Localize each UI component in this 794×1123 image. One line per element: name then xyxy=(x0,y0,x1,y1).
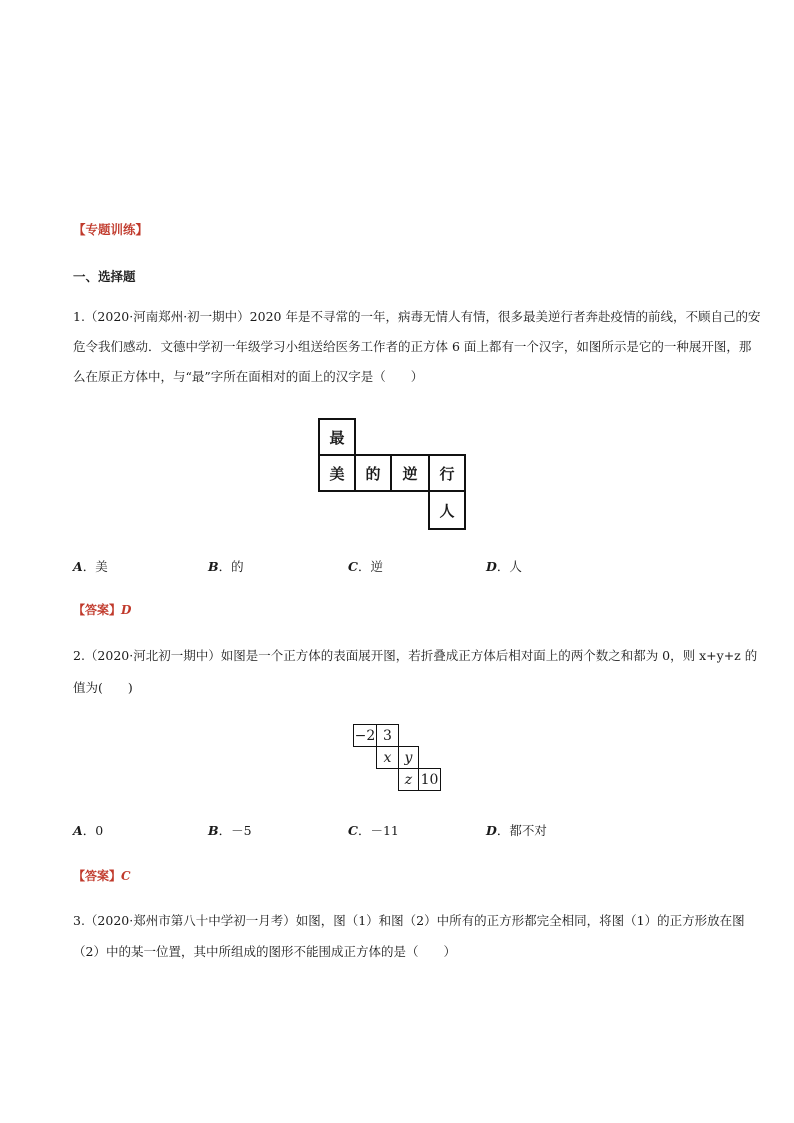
q1-option-c xyxy=(348,557,383,575)
answer-value: D xyxy=(121,603,132,617)
q1-text-line-1: 1.（2020·河南郑州·初一期中）2020 年是不寻常的一年，病毒无情人有情，很多最美逆行者奔赴疫情的前线，不顾自己的安 xyxy=(73,309,761,324)
q1-net-cell: 最 xyxy=(318,418,356,456)
option-text: ．0 xyxy=(82,823,104,838)
option-text: ．美 xyxy=(82,559,108,574)
option-text: ．－11 xyxy=(357,823,399,838)
q2-option-d xyxy=(486,821,547,839)
q1-answer xyxy=(73,601,131,618)
answer-value: C xyxy=(121,869,131,883)
q2-option-a xyxy=(73,821,103,839)
q2-option-b xyxy=(208,821,252,839)
q2-net-cell: x xyxy=(376,746,399,769)
q1-net-cell: 美 xyxy=(318,454,356,492)
option-text: ．都不对 xyxy=(496,823,547,838)
option-text: ．逆 xyxy=(357,559,383,574)
option-letter: C xyxy=(348,823,358,838)
q2-text-line-1: 2.（2020·河北初一期中）如图是一个正方体的表面展开图，若折叠成正方体后相对面上的两个数之和都为 0，则 x+y+z 的 xyxy=(73,648,758,663)
q1-text-line-2: 危令我们感动．文德中学初一年级学习小组送给医务工作者的正方体 6 面上都有一个汉字，如图所示是它的一种展开图，那 xyxy=(73,339,752,354)
q1-net-cell: 行 xyxy=(428,454,466,492)
section-title: 【专题训练】 xyxy=(73,222,149,237)
option-letter: C xyxy=(348,559,358,574)
option-letter: B xyxy=(208,823,219,838)
option-text: ．人 xyxy=(496,559,522,574)
q2-net-cell: 3 xyxy=(376,724,399,747)
answer-label: 【答案】 xyxy=(73,603,122,617)
q3-text-line-1: 3.（2020·郑州市第八十中学初一月考）如图，图（1）和图（2）中所有的正方形都完全相同，将图（1）的正方形放在图 xyxy=(73,913,745,928)
q1-option-b xyxy=(208,557,244,575)
section-subtitle: 一、选择题 xyxy=(73,269,136,284)
option-letter: B xyxy=(208,559,219,574)
q2-text-line-2: 值为( ) xyxy=(73,680,133,695)
option-text: ．－5 xyxy=(218,823,252,838)
q1-text-line-3: 么在原正方体中，与“最”字所在面相对的面上的汉字是（ ） xyxy=(73,369,424,384)
q2-net-cell: z xyxy=(398,768,419,791)
q1-option-d xyxy=(486,557,522,575)
q2-net-cell: −2 xyxy=(353,724,377,747)
option-letter: A xyxy=(73,559,83,574)
q2-option-c xyxy=(348,821,399,839)
q3-text-line-2: （2）中的某一位置，其中所组成的图形不能围成正方体的是（ ） xyxy=(73,944,456,959)
option-letter: D xyxy=(486,559,497,574)
option-text: ．的 xyxy=(218,559,244,574)
q2-answer xyxy=(73,867,131,884)
option-letter: D xyxy=(486,823,497,838)
q2-net-cell: 10 xyxy=(418,768,441,791)
q1-option-a xyxy=(73,557,108,575)
q1-net-cell: 的 xyxy=(354,454,392,492)
q1-net-cell: 人 xyxy=(428,490,466,530)
q1-net-cell: 逆 xyxy=(390,454,430,492)
answer-label: 【答案】 xyxy=(73,869,122,883)
option-letter: A xyxy=(73,823,83,838)
q2-net-cell: y xyxy=(398,746,419,769)
